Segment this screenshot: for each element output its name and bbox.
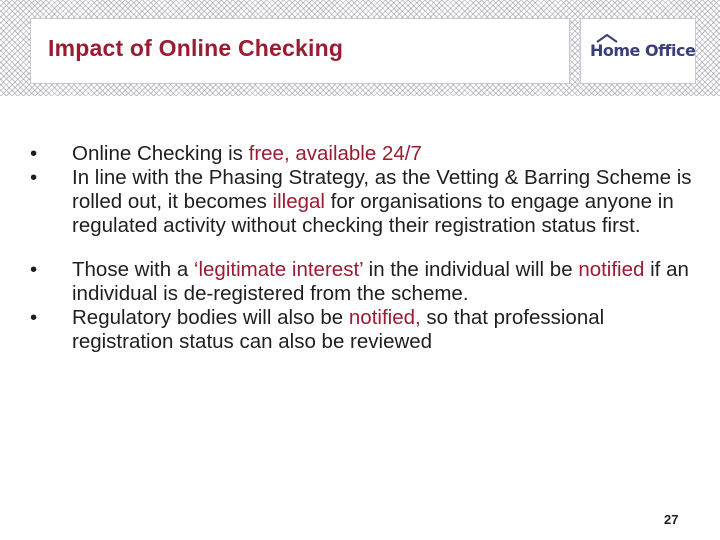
page-number: 27: [664, 512, 679, 527]
bullet-text: in the individual will be: [362, 258, 579, 281]
bullet-text: if an individual is de-registered from the scheme.: [72, 258, 689, 305]
highlight-notified: notified: [578, 258, 645, 281]
bullet-online-checking-free: [30, 142, 700, 166]
highlight-legitimate-interest: ‘legitimate interest’: [193, 258, 363, 281]
bullet-text: for organisations to engage anyone in regulated activity without checking their registration status first.: [72, 190, 674, 237]
logo-text: Home Office: [590, 41, 696, 60]
highlight-notified: notified,: [348, 306, 421, 329]
home-office-logo: [580, 18, 696, 84]
bullet-marker: •: [30, 258, 38, 281]
bullet-marker: •: [30, 166, 38, 189]
highlight-free: free, available 24/7: [248, 142, 422, 165]
bullet-text: so that professional registration status can also be reviewed: [72, 306, 605, 353]
slide-title: Impact of Online Checking: [48, 35, 344, 61]
slide-body: [30, 142, 700, 354]
bullet-legitimate-interest: [30, 258, 700, 306]
bullet-group-1: [30, 142, 700, 238]
title-box: [30, 18, 570, 84]
bullet-phasing-strategy: [30, 166, 700, 238]
bullet-text: In line with the Phasing Strategy, as the Vetting & Barring Scheme is rolled out, it becomes: [72, 166, 692, 213]
bullet-group-2: [30, 258, 700, 354]
bullet-text: Regulatory bodies will also be: [72, 306, 349, 329]
bullet-text: Online Checking is: [72, 142, 249, 165]
bullet-regulatory-bodies: [30, 306, 700, 354]
bullet-marker: •: [30, 306, 38, 329]
bullet-marker: •: [30, 142, 38, 165]
bullet-text: Those with a: [72, 258, 194, 281]
header-band: [0, 0, 720, 96]
highlight-illegal: illegal: [272, 190, 325, 213]
